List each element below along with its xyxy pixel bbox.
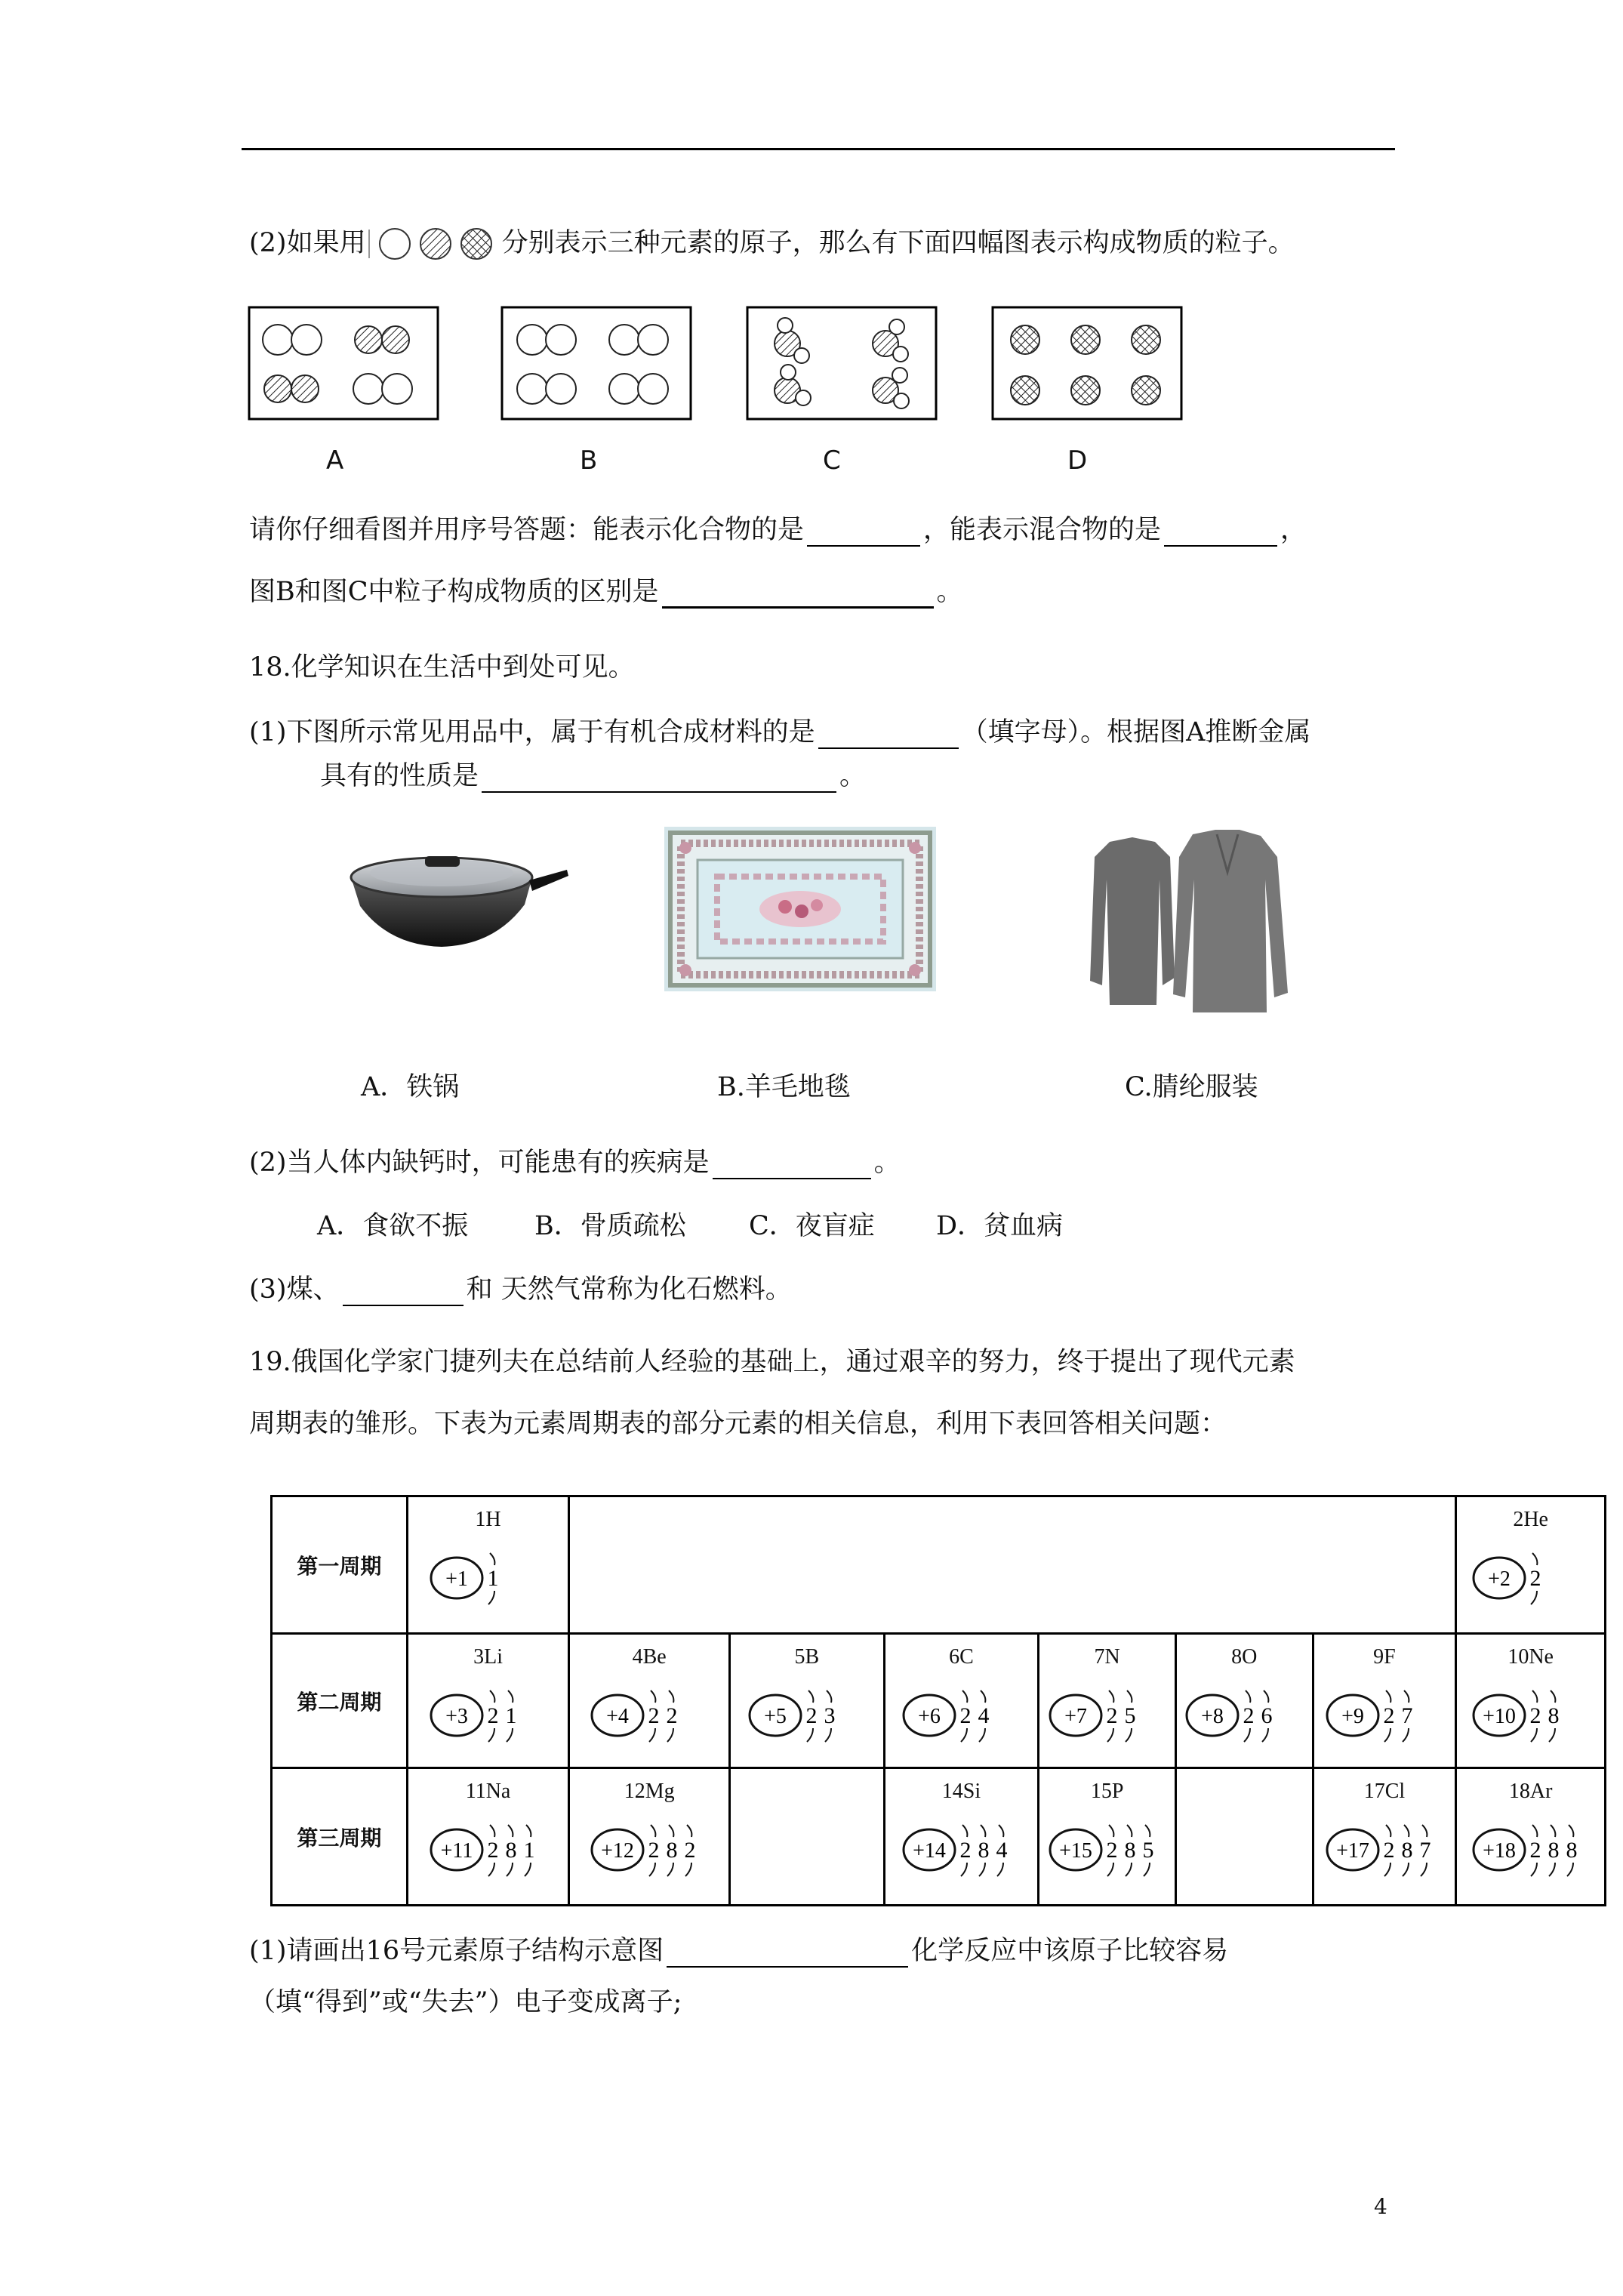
element-symbol: 7N [1094,1645,1120,1669]
nucleus-charge: +14 [913,1839,947,1863]
q17-prompt-difference: 图B和图C中粒子构成物质的区别是 [249,577,659,607]
element-cell-be [569,1634,730,1768]
electron-shell-arc [1264,1690,1268,1703]
electron-shell-arc [490,1553,494,1565]
electron-shell-arc [1549,1728,1555,1742]
q19-sub1-line2: （填“得到”或“失去”）电子变成离子; [249,1987,682,2017]
electron-shell-arc [525,1863,531,1876]
q18-part1-line1 [249,716,1310,749]
electron-shell-arc [1107,1863,1113,1876]
element-symbol: 4Be [632,1645,667,1669]
q18-p3-text-a: (3)煤、 [249,1274,340,1305]
atom-hatched-icon [420,229,451,259]
electron-shell-arc [685,1863,691,1876]
electron-shell-arc [962,1825,967,1837]
electron-shell-arc [1569,1825,1573,1837]
q18-option-a: A．食欲不振 [317,1211,469,1241]
atom-structure-diagram [1463,1681,1599,1749]
electron-shell-arc [1532,1553,1537,1565]
electron-count: 2 [1383,1703,1395,1728]
q18-p2-text-b: 。 [873,1148,901,1178]
atom-structure-diagram [893,1816,1029,1884]
electron-shell-arc [979,1728,985,1742]
electron-shell-arc [1386,1825,1390,1837]
electron-shell-arc [827,1690,831,1703]
electron-count: 2 [648,1838,660,1863]
electron-count: 2 [1383,1838,1395,1863]
element-cell-n [1039,1634,1176,1768]
element-cell-na [407,1768,569,1906]
figure-label-b: B [580,445,598,476]
q17-intro-suffix: 分别表示三种元素的原子，那么有下面四幅图表示构成物质的粒子。 [501,228,1295,258]
element-symbol: 14Si [941,1780,981,1803]
nucleus-charge: +8 [1201,1705,1224,1728]
electron-count: 4 [996,1838,1008,1863]
electron-count: 1 [523,1838,535,1863]
electron-count: 2 [1529,1838,1541,1863]
diagram-c [747,307,936,419]
nucleus-charge: +15 [1058,1839,1092,1863]
period-1-label: 第一周期 [272,1496,408,1634]
electron-shell-arc [687,1825,691,1837]
electron-count: 8 [1566,1838,1578,1863]
q18-part2 [249,1146,901,1179]
page-number: 4 [1374,2194,1387,2219]
q17-prompt-line1 [249,513,1307,547]
electron-count: 2 [684,1838,696,1863]
q18-option-b: B．骨质疏松 [534,1211,686,1241]
q17-prompt-mixture: ，能表示混合物的是 [923,515,1162,545]
electron-shell-arc [1127,1825,1132,1837]
answer-blank-mixture[interactable] [1164,519,1277,547]
answer-blank-fuel[interactable] [343,1279,463,1306]
electron-shell-arc [507,1863,513,1876]
element-symbol: 10Ne [1508,1645,1554,1669]
atom-structure-diagram [1317,1681,1452,1749]
electron-count: 2 [1243,1703,1255,1728]
electron-shell-arc [1109,1690,1113,1703]
electron-shell-arc [807,1728,813,1742]
q19-sub1-text-a: (1)请画出16号元素原子结构示意图 [249,1936,664,1966]
electron-shell-arc [1126,1863,1132,1876]
nucleus-charge: +17 [1336,1839,1369,1863]
nucleus-charge: +2 [1487,1567,1511,1591]
element-cell-cl [1313,1768,1456,1906]
element-symbol: 18Ar [1508,1780,1553,1803]
element-symbol: 12Mg [624,1780,675,1803]
figure-label-d: D [1067,445,1088,476]
empty-cell-s [1175,1768,1313,1906]
atom-structure-diagram [1317,1816,1452,1884]
electron-count: 5 [1124,1703,1136,1728]
atom-structure-diagram [420,1544,556,1612]
particle-diagrams [248,306,1184,479]
atom-structure-diagram [1039,1681,1175,1749]
diagram-b [502,307,691,419]
electron-count: 5 [1142,1838,1154,1863]
nucleus-charge: +7 [1064,1705,1087,1728]
header-rule [242,148,1395,150]
element-cell-ar [1456,1768,1606,1906]
nucleus-charge: +3 [445,1705,468,1728]
wool-rug-image [664,827,936,991]
atom-structure-diagram [1176,1681,1312,1749]
electron-shell-arc [1422,1825,1427,1837]
element-symbol: 5B [794,1645,820,1669]
electron-shell-arc [667,1728,673,1742]
electron-shell-arc [1403,1863,1409,1876]
electron-shell-arc [651,1825,655,1837]
electron-count: 3 [824,1703,836,1728]
q18-title: 18.化学知识在生活中到处可见。 [249,652,635,683]
electron-shell-arc [526,1825,531,1837]
empty-region [569,1496,1456,1634]
q18-p2-text-a: (2)当人体内缺钙时，可能患有的疾病是 [249,1148,710,1178]
electron-shell-arc [667,1863,673,1876]
atom-legend [366,225,502,258]
item-c-caption: C.腈纶服装 [1125,1072,1258,1102]
electron-shell-arc [1109,1825,1113,1837]
electron-shell-arc [1144,1863,1150,1876]
q18-part1-line2 [320,760,866,793]
atom-structure-diagram [1463,1544,1599,1612]
nucleus-charge: +10 [1482,1705,1516,1728]
nucleus-charge: +4 [606,1705,630,1728]
electron-shell-arc [981,1690,985,1703]
element-cell-ne [1456,1634,1606,1768]
electron-count: 8 [1548,1703,1560,1728]
electron-count: 2 [959,1703,972,1728]
element-cell-mg [569,1768,730,1906]
element-cell-c [884,1634,1039,1768]
electron-count: 7 [1401,1703,1413,1728]
electron-shell-arc [490,1690,494,1703]
element-cell-f [1313,1634,1456,1768]
electron-shell-arc [1404,1690,1409,1703]
period-3-label: 第三周期 [272,1768,408,1906]
electron-shell-arc [507,1728,513,1742]
electron-shell-arc [651,1690,655,1703]
electron-count: 2 [805,1703,818,1728]
electron-count: 8 [1548,1838,1560,1863]
electron-shell-arc [1532,1690,1537,1703]
electron-shell-arc [1531,1863,1537,1876]
electron-shell-arc [649,1728,655,1742]
electron-shell-arc [1126,1728,1132,1742]
periodic-table [270,1495,1606,1906]
electron-shell-arc [1107,1728,1113,1742]
nucleus-charge: +12 [601,1839,635,1863]
electron-shell-arc [1567,1863,1573,1876]
electron-count: 7 [1419,1838,1431,1863]
element-symbol: 15P [1090,1780,1124,1803]
electron-shell-arc [1244,1728,1250,1742]
nucleus-charge: +9 [1341,1705,1364,1728]
atom-structure-diagram [581,1816,717,1884]
element-cell-h [407,1496,569,1634]
period-2-label: 第二周期 [272,1634,408,1768]
q18-p1-text-c: 具有的性质是 [320,761,479,791]
electron-shell-arc [488,1591,494,1604]
electron-shell-arc [1549,1863,1555,1876]
electron-shell-arc [1262,1728,1268,1742]
atom-structure-diagram [420,1816,556,1884]
electron-shell-arc [1384,1863,1390,1876]
electron-shell-arc [962,1690,967,1703]
nucleus-charge: +6 [918,1705,941,1728]
answer-blank-difference[interactable] [662,581,934,609]
electron-count: 4 [978,1703,990,1728]
electron-shell-arc [1384,1728,1390,1742]
diagram-d [993,307,1181,419]
empty-cell-al [729,1768,884,1906]
atom-structure-diagram [581,1681,717,1749]
element-symbol: 3Li [473,1645,503,1669]
electron-shell-arc [1246,1690,1250,1703]
electron-count: 8 [978,1838,990,1863]
electron-count: 8 [1124,1838,1136,1863]
electron-count: 2 [487,1838,499,1863]
atom-crosshatched-icon [461,229,491,259]
electron-shell-arc [979,1863,985,1876]
q18-p1-text-a: (1)下图所示常见用品中，属于有机合成材料的是 [249,717,815,747]
element-symbol: 8O [1231,1645,1258,1669]
item-a-caption: A．铁锅 [361,1072,460,1102]
electron-shell-arc [1532,1825,1537,1837]
q18-option-c: C．夜盲症 [749,1211,875,1241]
q17-prompt-compound: 请你仔细看图并用序号答题：能表示化合物的是 [249,515,805,545]
electron-shell-arc [1145,1825,1150,1837]
q17-intro-prefix: (2)如果用 [249,228,366,258]
nucleus-charge: +1 [445,1567,468,1591]
electron-shell-arc [1531,1591,1537,1604]
electron-shell-arc [1403,1728,1409,1742]
element-symbol: 9F [1373,1645,1396,1669]
element-cell-si [884,1768,1039,1906]
q17-prompt-comma: ， [1280,515,1307,545]
nucleus-charge: +18 [1482,1839,1516,1863]
q17-intro [249,227,1295,261]
element-cell-b [729,1634,884,1768]
element-cell-p [1039,1768,1176,1906]
electron-count: 8 [1401,1838,1413,1863]
q18-part3 [249,1273,792,1306]
electron-shell-arc [490,1825,494,1837]
electron-count: 2 [648,1703,660,1728]
electron-shell-arc [999,1825,1003,1837]
electron-shell-arc [1386,1690,1390,1703]
electron-shell-arc [825,1728,831,1742]
electron-shell-arc [1531,1728,1537,1742]
element-symbol: 1H [475,1508,501,1531]
answer-blank-compound[interactable] [807,519,920,547]
q17-prompt-period: 。 [936,577,963,607]
electron-shell-arc [669,1690,673,1703]
element-cell-li [407,1634,569,1768]
figure-label-c: C [823,445,841,476]
electron-shell-arc [981,1825,985,1837]
electron-shell-arc [649,1863,655,1876]
atom-structure-diagram [893,1681,1029,1749]
electron-shell-arc [1127,1690,1132,1703]
atom-structure-diagram [739,1681,875,1749]
electron-count: 1 [505,1703,517,1728]
electron-count: 6 [1261,1703,1273,1728]
nucleus-charge: +5 [763,1705,787,1728]
q19-line1: 19.俄国化学家门捷列夫在总结前人经验的基础上，通过艰辛的努力，终于提出了现代元素 [249,1347,1295,1377]
atom-plain-icon [380,229,410,259]
electron-count: 2 [1106,1703,1118,1728]
electron-count: 2 [1106,1838,1118,1863]
electron-count: 2 [487,1703,499,1728]
element-symbol: 6C [949,1645,974,1669]
item-b-caption: B.羊毛地毯 [717,1072,851,1102]
figure-label-a: A [326,445,344,476]
q19-sub1-line1 [249,1934,1228,1968]
atom-structure-diagram [1463,1816,1599,1884]
electron-count: 2 [1529,1566,1541,1591]
element-symbol: 17Cl [1363,1780,1406,1803]
electron-count: 2 [1529,1703,1541,1728]
electron-shell-arc [1404,1825,1409,1837]
q18-p1-text-d: 。 [839,761,867,791]
electron-shell-arc [808,1690,813,1703]
element-cell-o [1175,1634,1313,1768]
element-cell-he [1456,1496,1606,1634]
electron-shell-arc [488,1863,494,1876]
element-symbol: 2He [1513,1508,1548,1531]
q19-line2: 周期表的雏形。下表为元素周期表的部分元素的相关信息，利用下表回答相关问题： [249,1409,1227,1439]
answer-blank-disease[interactable] [713,1152,871,1179]
answer-blank-synthetic[interactable] [818,722,959,749]
electron-shell-arc [1421,1863,1427,1876]
q18-p1-text-b: （填字母）。根据图A推断金属 [961,717,1311,747]
electron-count: 1 [487,1566,499,1591]
answer-blank-metal-property[interactable] [482,766,836,793]
q19-sub1-text-b: 化学反应中该原子比较容易 [911,1936,1229,1966]
atom-structure-diagram [1039,1816,1175,1884]
electron-shell-arc [669,1825,673,1837]
electron-count: 8 [505,1838,517,1863]
answer-blank-structure[interactable] [667,1940,908,1968]
element-symbol: 11Na [465,1780,511,1803]
electron-shell-arc [997,1863,1003,1876]
atom-structure-diagram [420,1681,556,1749]
q18-p3-text-b: 和 天然气常称为化石燃料。 [466,1274,792,1305]
electron-shell-arc [508,1825,513,1837]
iron-wok-image [343,831,570,951]
electron-count: 8 [666,1838,678,1863]
nucleus-charge: +11 [440,1839,473,1863]
acrylic-clothing-image [1079,827,1298,1015]
electron-count: 2 [959,1838,972,1863]
q18-option-d: D．贫血病 [936,1211,1064,1241]
electron-shell-arc [1551,1690,1555,1703]
electron-shell-arc [961,1728,967,1742]
electron-shell-arc [961,1863,967,1876]
electron-shell-arc [488,1728,494,1742]
electron-shell-arc [1551,1825,1555,1837]
diagram-a [249,307,438,419]
q17-prompt-line2 [249,575,963,609]
electron-count: 2 [666,1703,678,1728]
electron-shell-arc [508,1690,513,1703]
